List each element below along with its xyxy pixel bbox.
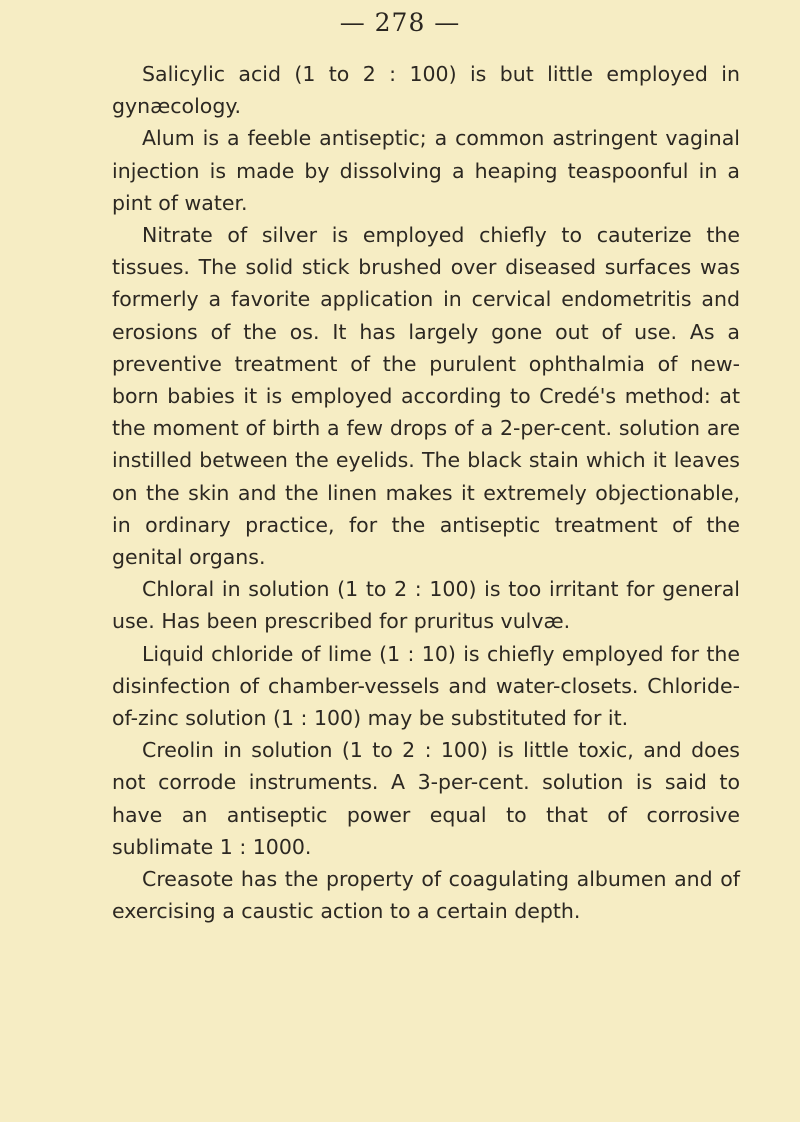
- body-text: [112, 58, 740, 927]
- paragraph-chloride-of-lime: Liquid chloride of lime (1 : 10) is chiefly employed for the disinfection of chamber-vessels and water-closets. Chloride-of-zinc solution (1 : 100) may be substituted for it.: [112, 641, 740, 731]
- paragraph-chloral: Chloral in solution (1 to 2 : 100) is too irritant for general use. Has been prescribed for pruritus vulvæ.: [112, 577, 740, 634]
- paragraph-nitrate-of-silver: Nitrate of silver is employed chiefly to cauterize the tissues. The solid stick brushed over diseased surfaces was formerly a favorite application in cervical endometritis and erosions of the os. It has largely gone out of use. As a preventive treatment of the purulent ophthalmia of new-born babies it is employed according to Credé's method: at the moment of birth a few drops of a 2-per-cent. solution are instilled between the eyelids. The black stain which it leaves on the skin and the linen makes it extremely objectionable, in ordinary practice, for the antiseptic treatment of the genital organs.: [112, 223, 740, 570]
- paragraph-creasote: Creasote has the property of coagulating albumen and of exercising a caustic action to a certain depth.: [112, 867, 740, 924]
- paragraph-creolin: Creolin in solution (1 to 2 : 100) is little toxic, and does not corrode instruments. A 3-per-cent. solution is said to have an antiseptic power equal to that of corrosive sublimate 1 : 1000.: [112, 738, 740, 859]
- paragraph-alum: Alum is a feeble antiseptic; a common astringent vaginal injection is made by dissolving a heaping teaspoonful in a pint of water.: [112, 126, 740, 215]
- paragraph-salicylic-acid: Salicylic acid (1 to 2 : 100) is but little employed in gynæcology.: [112, 62, 740, 119]
- page-number: — 278 —: [339, 8, 461, 37]
